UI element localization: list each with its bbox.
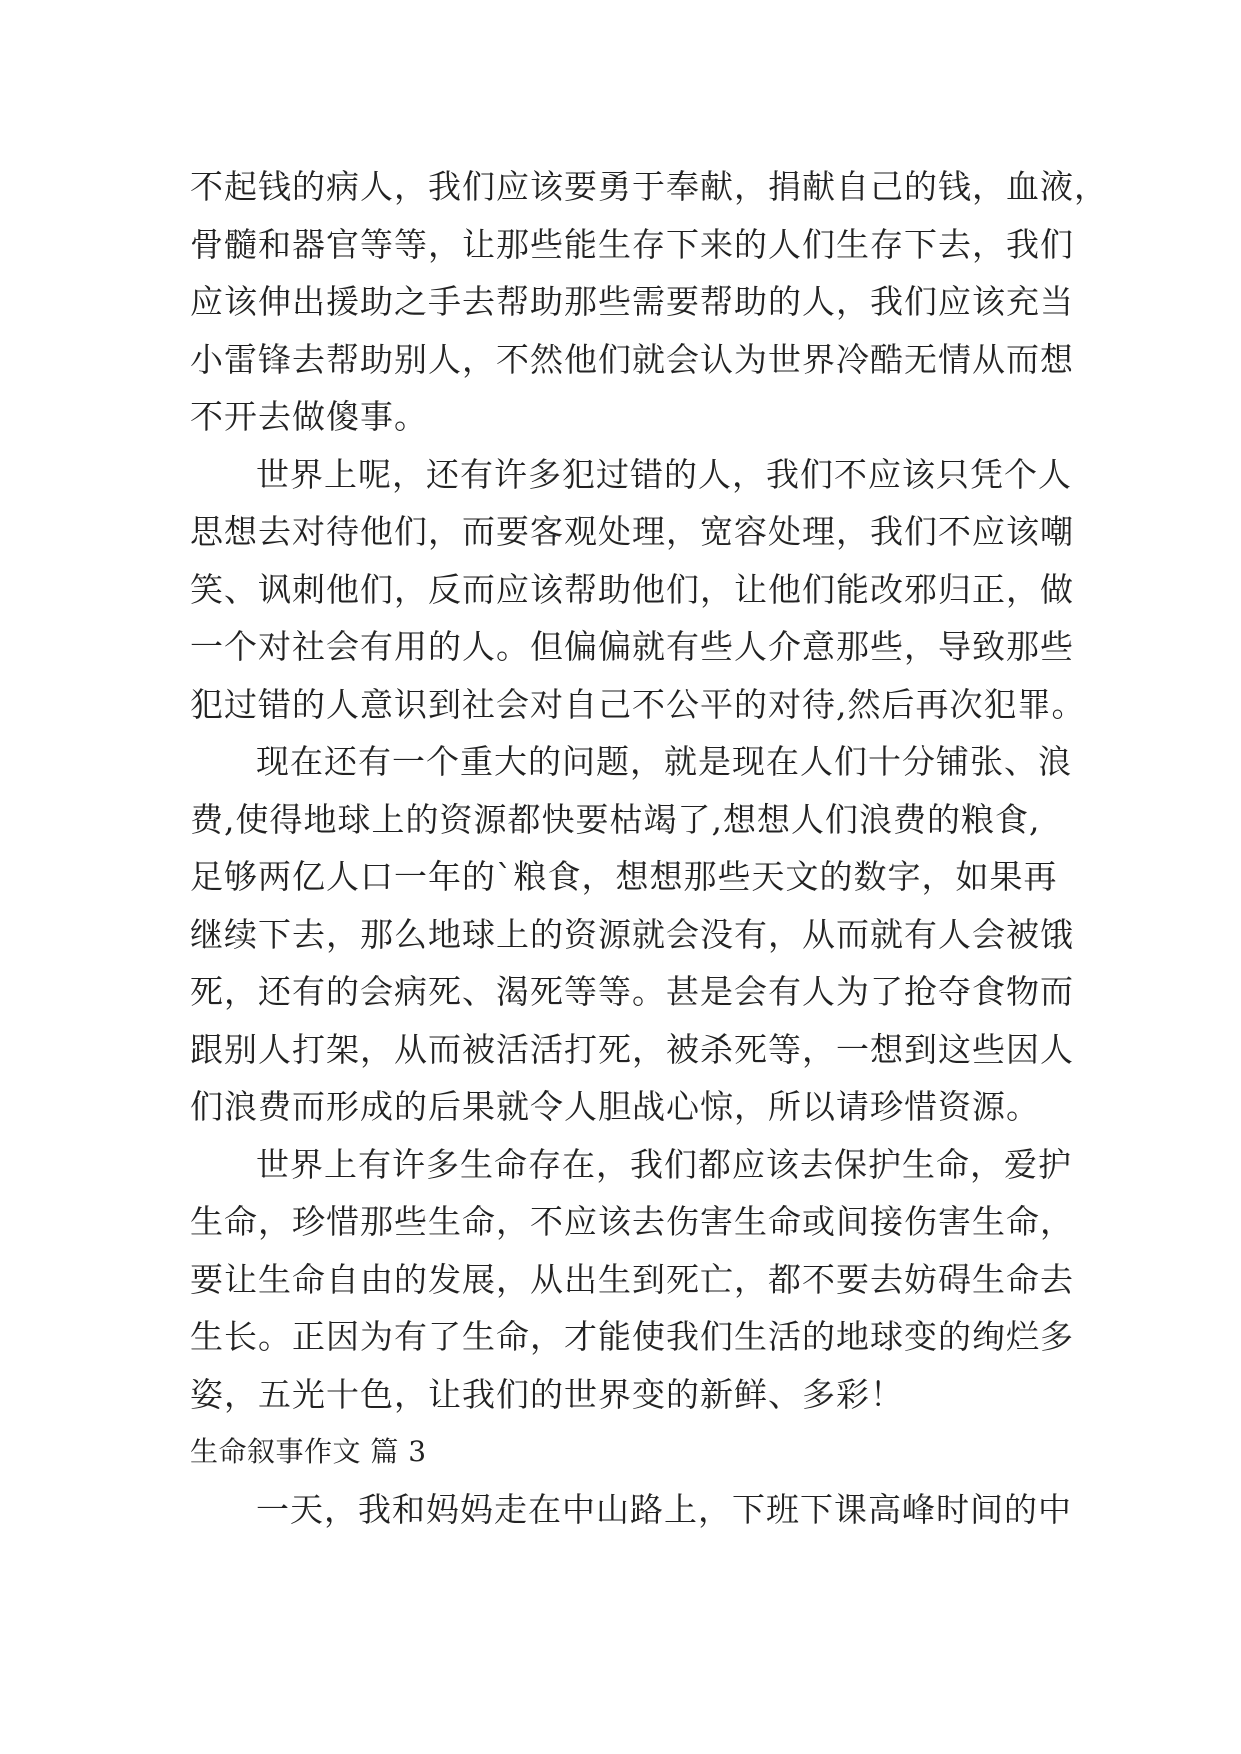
text-line: 继续下去，那么地球上的资源就会没有，从而就有人会被饿 — [190, 914, 1074, 954]
text-line: 应该伸出援助之手去帮助那些需要帮助的人，我们应该充当 — [190, 282, 1074, 321]
text-line: 生命，珍惜那些生命，不应该去伤害生命或间接伤害生命， — [190, 1202, 1074, 1241]
text-line: 笑、讽刺他们，反而应该帮助他们，让他们能改邪归正，做 — [190, 569, 1074, 609]
text-line: 小雷锋去帮助别人，不然他们就会认为世界冷酷无情从而想 — [190, 339, 1074, 379]
text-line: 费,使得地球上的资源都快要枯竭了,想想人们浪费的粮食, — [190, 799, 1041, 839]
text-line: 们浪费而形成的后果就令人胆战心惊，所以请珍惜资源。 — [190, 1087, 1040, 1126]
text-line: 一个对社会有用的人。但偏偏就有些人介意那些，导致那些 — [190, 627, 1074, 666]
text-line: 足够两亿人口一年的`粮食，想想那些天文的数字，如果再 — [190, 857, 1058, 896]
text-line: 不起钱的病人，我们应该要勇于奉献，捐献自己的钱，血液， — [190, 167, 1108, 206]
text-line: 生长。正因为有了生命，才能使我们生活的地球变的绚烂多 — [190, 1317, 1074, 1356]
text-line: 跟别人打架，从而被活活打死，被杀死等，一想到这些因人 — [190, 1029, 1074, 1069]
text-line: 要让生命自由的发展，从出生到死亡，都不要去妨碍生命去 — [190, 1259, 1074, 1299]
text-line: 犯过错的人意识到社会对自己不公平的对待,然后再次犯罪。 — [190, 684, 1086, 724]
paragraph-start-line: 一天，我和妈妈走在中山路上，下班下课高峰时间的中 — [256, 1489, 1072, 1529]
section-heading: 生命叙事作文 篇 3 — [190, 1435, 427, 1468]
document-body — [190, 158, 1108, 1538]
text-line: 不开去做傻事。 — [190, 397, 428, 436]
paragraph-start-line: 世界上呢，还有许多犯过错的人，我们不应该只凭个人 — [256, 454, 1072, 494]
paragraph-start-line: 现在还有一个重大的问题，就是现在人们十分铺张、浪 — [256, 742, 1072, 781]
text-line: 骨髓和器官等等，让那些能生存下来的人们生存下去，我们 — [190, 224, 1074, 264]
text-line: 姿，五光十色，让我们的世界变的新鲜、多彩！ — [190, 1374, 904, 1414]
text-line: 思想去对待他们，而要客观处理，宽容处理，我们不应该嘲 — [190, 512, 1074, 551]
paragraph-start-line: 世界上有许多生命存在，我们都应该去保护生命，爱护 — [256, 1144, 1072, 1184]
text-line: 死，还有的会病死、渴死等等。甚是会有人为了抢夺食物而 — [190, 972, 1074, 1011]
